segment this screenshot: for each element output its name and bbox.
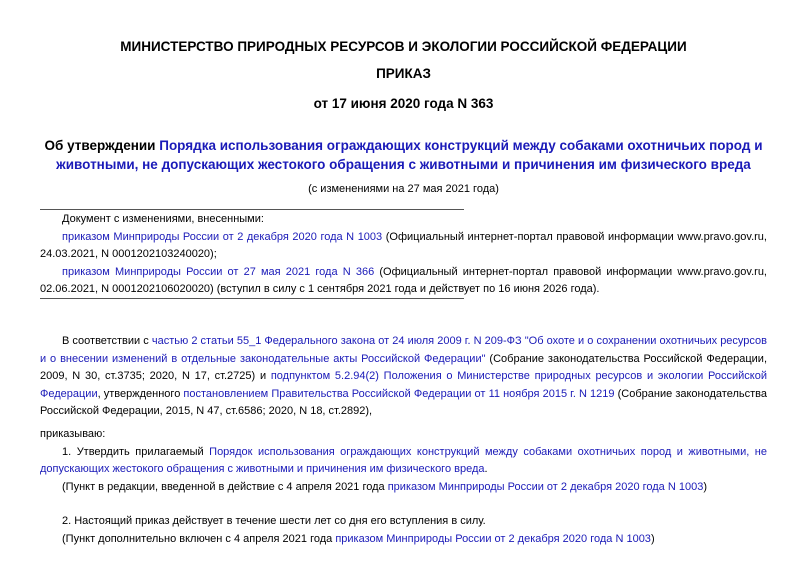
divider-bottom [40,298,464,299]
order-item-1 [40,444,767,479]
amendments-subtitle: (с изменениями на 27 мая 2021 года) [308,183,499,195]
document-title [40,136,767,174]
note-text: ) [703,480,708,493]
federal-law-link[interactable]: частью 2 статьи 55_1 Федерального закона от 24 июля 2009 г. N 209-ФЗ "Об охоте и о сохранении охотничьих ресурсов и о внесении изменений в отдельные законодательные акты Российской Федерации" [40,335,768,365]
title-link[interactable]: Порядка использования ограждающих конструкций между собаками охотничьих пород и животными, не допускающих жестокого обращения с животными и причинения им физического вреда [56,138,763,172]
note-text: (Пункт в редакции, введенной в действие с 4 апреля 2021 года [62,480,388,493]
amendments-block [40,211,767,299]
ministry-heading: МИНИСТЕРСТВО ПРИРОДНЫХ РЕСУРСОВ И ЭКОЛОГИИ РОССИЙСКОЙ ФЕДЕРАЦИИ [120,39,687,54]
order-item-text: . [484,463,488,475]
preamble-text: В соответствии с [62,335,152,347]
prikazyvayu-label: приказываю: [40,428,106,440]
date-number-heading: от 17 июня 2020 года N 363 [313,96,494,111]
order-note-2 [40,531,767,549]
amendment-link-1003[interactable]: приказом Минприроды России от 2 декабря 2020 года N 1003 [62,230,383,243]
amendment-link-366[interactable]: приказом Минприроды России от 27 мая 2021 года N 366 [62,265,375,278]
amendment-item [40,229,767,264]
order-item-2: 2. Настоящий приказ действует в течение шести лет со дня его вступления в силу. [62,515,486,527]
divider-top [40,209,464,210]
doc-type-heading: ПРИКАЗ [376,66,431,81]
note-text: (Пункт дополнительно включен с 4 апреля 2021 года [62,532,336,545]
order-note-1 [40,479,767,497]
preamble-text: , утвержденного [97,387,184,400]
government-decree-link[interactable]: постановлением Правительства Российской Федерации от 11 ноября 2015 г. N 1219 [183,387,615,400]
preamble-paragraph [40,333,767,421]
amendment-item [40,264,767,299]
note-link[interactable]: приказом Минприроды России от 2 декабря 2020 года N 1003 [335,532,651,545]
procedure-link[interactable]: Порядок использования ограждающих конструкций между собаками охотничьих пород и животными, не допускающих жестокого обращения с животными и причинения им физического вреда [40,445,767,475]
regulation-link[interactable]: подпунктом 5.2.94(2) Положения о Министерстве природных ресурсов и экологии Российской Федерации [40,370,767,400]
note-link[interactable]: приказом Минприроды России от 2 декабря 2020 года N 1003 [387,480,704,493]
preamble-text: (Собрание законодательства Российской Федерации, 2009, N 30, ст.3735; 2020, N 17, ст.2725) и [40,352,768,382]
order-item-text: 1. Утвердить прилагаемый [62,445,210,458]
note-text: ) [650,532,655,545]
amendment-text: (Официальный интернет-портал правовой информации www.pravo.gov.ru, 02.06.2021, N 0001202106020020) (вступил в силу с 1 сентября 2021 года и действует по 16 июня 2026 года). [40,265,767,295]
spacer [40,496,767,513]
preamble-text: (Собрание законодательства Российской Федерации, 2015, N 47, ст.6586; 2020, N 18, ст.2892), [40,387,767,417]
amendment-text: (Официальный интернет-портал правовой информации www.pravo.gov.ru, 24.03.2021, N 0001202103240020); [40,230,767,260]
amendments-intro: Документ с изменениями, внесенными: [62,213,264,225]
order-section [40,426,767,548]
title-prefix: Об утверждении [44,138,160,153]
